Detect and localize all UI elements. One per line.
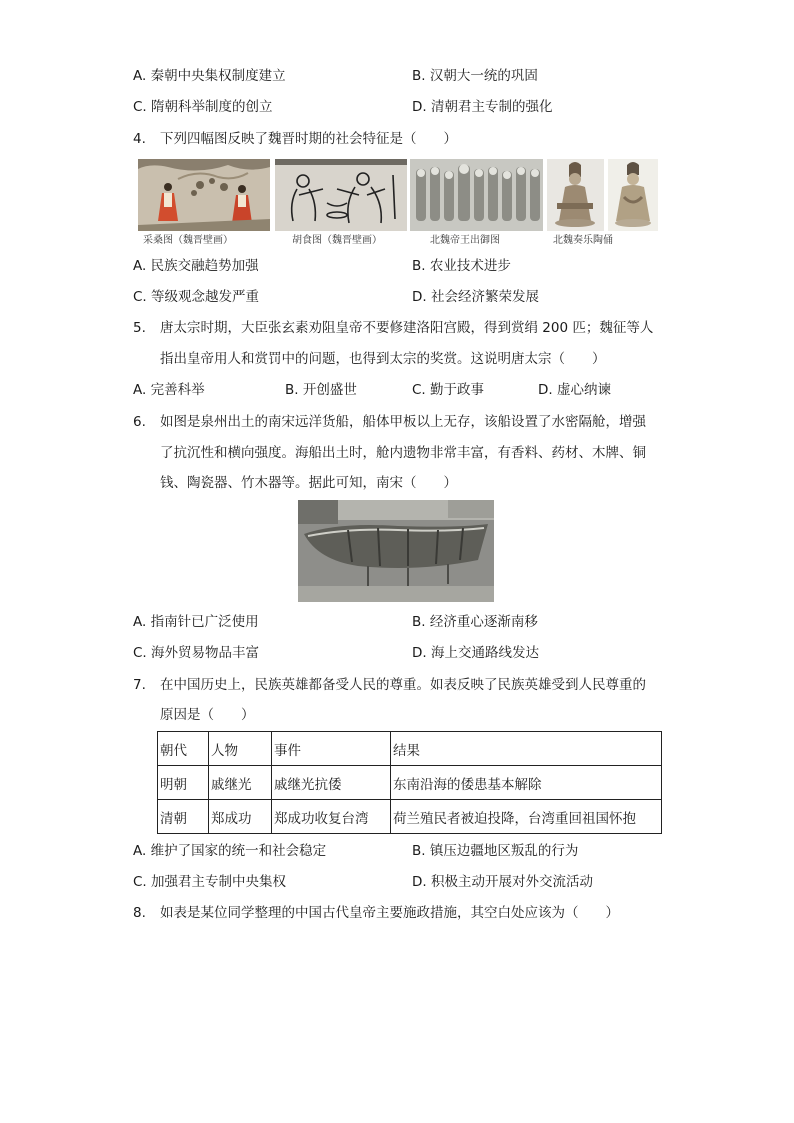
q6-stem-line-1: 如图是泉州出土的南宋远洋货船，船体甲板以上无存，该船设置了水密隔舱，增强 bbox=[160, 414, 646, 430]
q6-stem-line-3: 钱、陶瓷器、竹木器等。据此可知，南宋（ ） bbox=[160, 475, 457, 491]
q8-stem: 如表是某位同学整理的中国古代皇帝主要施政措施，其空白处应该为（ ） bbox=[160, 905, 619, 921]
q5-number: 5. bbox=[133, 320, 146, 336]
caption-mulberry-picking: 采桑图（魏晋壁画） bbox=[143, 235, 233, 246]
q4-option-b: B. 农业技术进步 bbox=[412, 258, 511, 274]
cell-dynasty: 清朝 bbox=[158, 800, 209, 834]
q3-option-b: B. 汉朝大一统的巩固 bbox=[412, 68, 538, 84]
q5-option-c: C. 勤于政事 bbox=[412, 382, 485, 398]
cell-dynasty: 明朝 bbox=[158, 766, 209, 800]
header-event: 事件 bbox=[272, 732, 391, 766]
q5-option-d: D. 虚心纳谏 bbox=[538, 382, 611, 398]
header-person: 人物 bbox=[209, 732, 272, 766]
mulberry-picking-mural-image bbox=[138, 159, 270, 231]
q5-option-a: A. 完善科举 bbox=[133, 382, 205, 398]
q6-stem-line-2: 了抗沉性和横向强度。海船出土时，舱内遗物非常丰富，有香料、药材、木牌、铜 bbox=[160, 445, 646, 461]
musician-figurine-image-1 bbox=[547, 159, 604, 231]
cell-person: 郑成功 bbox=[209, 800, 272, 834]
cell-result: 东南沿海的倭患基本解除 bbox=[391, 766, 662, 800]
table-row bbox=[158, 766, 662, 800]
q5-stem-line-2: 指出皇帝用人和赏罚中的问题，也得到太宗的奖赏。这说明唐太宗（ ） bbox=[160, 351, 606, 367]
q4-stem: 下列四幅图反映了魏晋时期的社会特征是（ ） bbox=[160, 131, 457, 147]
cell-event: 戚继光抗倭 bbox=[272, 766, 391, 800]
q3-option-d: D. 清朝君主专制的强化 bbox=[412, 99, 553, 115]
caption-hu-food: 胡食图（魏晋壁画） bbox=[292, 235, 382, 246]
q7-option-b: B. 镇压边疆地区叛乱的行为 bbox=[412, 843, 579, 859]
q3-option-a: A. 秦朝中央集权制度建立 bbox=[133, 68, 286, 84]
emperor-procession-relief-image bbox=[410, 159, 543, 231]
q5-option-b: B. 开创盛世 bbox=[285, 382, 357, 398]
q7-option-c: C. 加强君主专制中央集权 bbox=[133, 874, 287, 890]
header-dynasty: 朝代 bbox=[158, 732, 209, 766]
national-heroes-table bbox=[157, 731, 662, 834]
q6-option-c: C. 海外贸易物品丰富 bbox=[133, 645, 260, 661]
q6-option-d: D. 海上交通路线发达 bbox=[412, 645, 539, 661]
q6-number: 6. bbox=[133, 414, 146, 430]
q6-option-a: A. 指南针已广泛使用 bbox=[133, 614, 259, 630]
q4-option-a: A. 民族交融趋势加强 bbox=[133, 258, 259, 274]
q7-stem-line-1: 在中国历史上，民族英雄都备受人民的尊重。如表反映了民族英雄受到人民尊重的 bbox=[160, 677, 646, 693]
cell-event: 郑成功收复台湾 bbox=[272, 800, 391, 834]
q8-number: 8. bbox=[133, 905, 146, 921]
caption-emperor-procession: 北魏帝王出御图 bbox=[430, 235, 500, 246]
header-result: 结果 bbox=[391, 732, 662, 766]
q7-stem-line-2: 原因是（ ） bbox=[160, 707, 255, 723]
musician-figurine-image-2 bbox=[608, 159, 658, 231]
q7-number: 7. bbox=[133, 677, 146, 693]
cell-result: 荷兰殖民者被迫投降，台湾重回祖国怀抱 bbox=[391, 800, 662, 834]
hu-food-mural-image bbox=[275, 159, 407, 231]
q5-stem-line-1: 唐太宗时期，大臣张玄素劝阻皇帝不要修建洛阳宫殿，得到赏绢 200 匹；魏征等人 bbox=[160, 320, 654, 336]
cell-person: 戚继光 bbox=[209, 766, 272, 800]
q6-option-b: B. 经济重心逐渐南移 bbox=[412, 614, 538, 630]
q7-option-a: A. 维护了国家的统一和社会稳定 bbox=[133, 843, 327, 859]
caption-musician-figurines: 北魏奏乐陶俑 bbox=[553, 235, 613, 246]
q3-option-c: C. 隋朝科举制度的创立 bbox=[133, 99, 273, 115]
song-merchant-ship-photo bbox=[298, 500, 494, 602]
table-header-row bbox=[158, 732, 662, 766]
q7-option-d: D. 积极主动开展对外交流活动 bbox=[412, 874, 593, 890]
q4-option-d: D. 社会经济繁荣发展 bbox=[412, 289, 539, 305]
q4-number: 4. bbox=[133, 131, 146, 147]
table-row bbox=[158, 800, 662, 834]
q4-option-c: C. 等级观念越发严重 bbox=[133, 289, 260, 305]
